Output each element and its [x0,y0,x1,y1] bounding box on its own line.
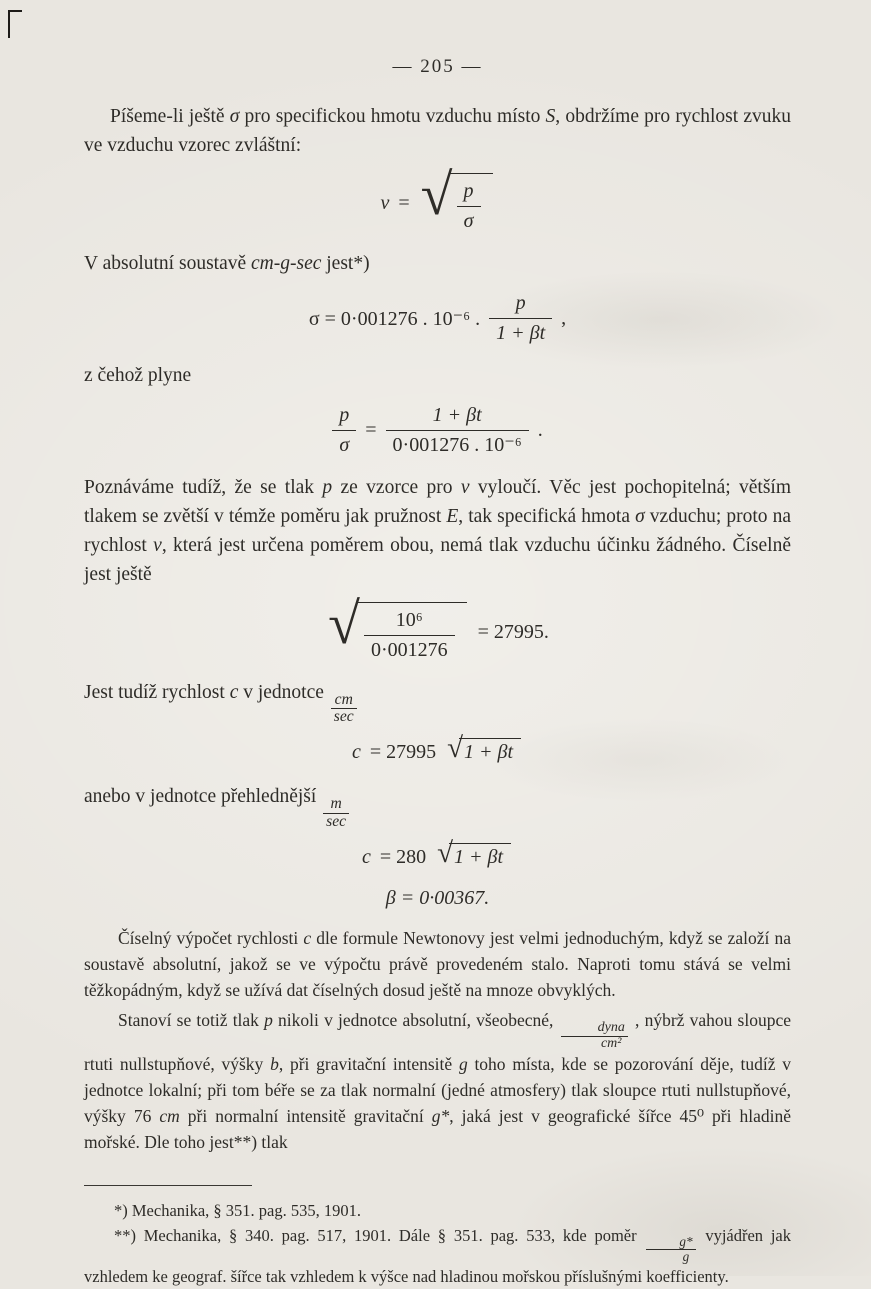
formula-prefix: σ = 0·001276 . 10⁻⁶ . [308,308,481,330]
text-segment: , jaká jest v geografické šířce 45⁰ při hladině mořské. Dle toho jest**) tlak [84,1106,791,1153]
paragraph-z-cehoz [84,361,791,390]
formula-value: = 280 [379,845,427,868]
text-segment: vyjádřen jak vzhledem ke geograf. šířce tak vzhledem k výšce nad hladinou mořskou příslušnými koefficienty. [84,1226,791,1286]
square-root [420,162,493,234]
text-segment: nikoli v jednotce absolutní, všeobecné, [272,1009,559,1030]
text-segment: Jest tudíž rychlost [84,682,230,703]
formula-beta [84,887,791,910]
text-segment: při normalní intensitě gravitační [179,1106,432,1127]
square-root [447,732,521,767]
fraction-p-over-sigma [457,179,481,234]
text-segment: , při gravitační intensitě [278,1054,459,1075]
text-segment: v [460,477,470,498]
formula-speed-of-sound [84,162,791,234]
formula-punctuation: , [561,307,567,329]
text-segment: jest*) [321,253,370,274]
inline-fraction: $\frac{\text{dyna}}{\text{cm²}}$ [559,1021,630,1051]
formula-p-over-sigma [84,403,791,458]
text-segment: E [446,506,459,527]
text-segment: σ [229,106,240,127]
radicand [356,602,467,663]
text-segment: p [322,477,333,498]
paragraph-intro [84,102,791,160]
footnote-1 [84,1198,791,1223]
fraction-p-over-1bt [489,291,552,346]
radical-sign: √ [447,732,464,765]
formula-punctuation: . [537,419,543,441]
paragraph-cgs [84,249,791,278]
text-segment: S [545,106,556,127]
formula-result: = 27995. [477,621,549,643]
text-segment: g* [431,1106,450,1127]
text-segment: V absolutní soustavě [84,253,252,274]
footnote-separator [84,1185,252,1186]
text-segment: **) Mechanika, § 340. pag. 517, 1901. Dále § 351. pag. 533, kde poměr [114,1226,645,1246]
text-segment: , která jest určena poměrem obou, nemá tlak vzduchu účinku žádného. Číselně jest ještě [84,535,791,585]
radicand: 1 + βt [459,738,521,765]
text-segment: z čehož plyne [84,365,192,386]
text-segment: Stanoví se totiž tlak [118,1009,265,1030]
fraction-numerator: p [515,292,526,314]
fraction-numerator: p [463,180,474,202]
radical-sign: √ [328,591,360,656]
formula-c-27995 [84,732,791,767]
formula-c-280 [84,836,791,872]
formula-var-c: c [361,845,371,868]
fraction-left [332,403,356,458]
fraction-denominator: 0·001276 [364,635,455,663]
text-segment: σ [635,506,645,527]
radical-sign: √ [420,162,453,227]
radical-sign: √ [437,836,454,869]
text-segment: pro specifickou hmotu vzduchu místo [239,106,546,127]
square-root [328,591,467,663]
fraction-denominator: 1 + βt [489,318,552,346]
formula-beta-value: β = 0·00367. [385,886,490,909]
text-segment: c [229,682,239,703]
fraction-denominator: σ [332,430,356,458]
text-segment: v jednotce [238,682,329,703]
paragraph-rychlost-c [84,678,791,725]
paragraph-stanovi-se [84,1007,791,1156]
formula-sigma [84,291,791,346]
text-segment: Číselný výpočet rychlosti [118,927,304,948]
text-segment: , tak specifická hmota [458,506,636,527]
formula-var-v: v [380,192,390,214]
text-segment: v [153,535,162,556]
text-segment: anebo v jednotce přehlednější [84,786,322,808]
scan-corner-mark [8,10,22,38]
text-segment: p [264,1009,273,1030]
formula-sqrt-value [84,591,791,663]
radicand [449,173,493,234]
text-segment: ze vzorce pro [332,477,461,498]
formula-value: = 27995 [369,741,437,764]
text-segment: vyloučí. Věc jest pochopitelná; větším tlakem se zvětší v témže poměru jak pružnost [84,477,792,527]
text-segment: Píšeme-li ještě [110,106,230,127]
inline-fraction: $\frac{m}{\sec}$ [321,796,351,830]
inline-fraction: $\frac{cm}{\sec}$ [329,692,359,726]
fraction-numerator: 1 + βt [432,404,482,426]
text-segment: cm-g-sec [251,253,322,274]
text-segment: c [303,927,312,948]
fraction-denominator: 0·001276 . 10⁻⁶ [386,430,529,458]
text-segment: , obdržíme pro rychlost zvuku ve vzduchu vzorec zvláštní: [84,106,791,156]
text-segment: , nýbrž vahou sloupce rtuti nullstupňové, výšky [84,1009,791,1075]
fraction-denominator: σ [457,206,481,234]
page-number: — 205 — [392,56,483,77]
radicand: 1 + βt [449,843,511,870]
text-segment: *) Mechanika, § 351. pag. 535, 1901. [114,1201,361,1221]
square-root [437,836,511,872]
equals-sign: = [398,192,410,214]
fraction-numerator: p [339,404,350,426]
paragraph-ciselny-vypocet [84,925,791,1003]
fraction-right [386,403,529,458]
paragraph-explanation [84,473,791,589]
formula-var-c: c [351,741,361,764]
fraction-numerator: 10⁶ [395,609,423,631]
inline-fraction: $\frac{g*}{g}$ [644,1235,697,1264]
text-segment: toho místa, kde se pozorování děje, tudíž v jednotce lokalní; při tom béře se za tlak normalní (jedné atmosfery) tlak sloupce rtuti nullstupňové, výšky 76 [84,1054,792,1127]
footnote-2 [84,1223,791,1289]
text-segment: b [270,1054,279,1075]
text-segment: Poznáváme tudíž, že se tlak [84,477,323,498]
paragraph-anebo [84,782,791,829]
text-segment: cm [159,1106,180,1127]
equals-sign: = [365,419,377,441]
text-segment: vzduchu; proto na rychlost [84,506,792,556]
text-segment: g [458,1054,468,1075]
fraction-10e6 [364,608,455,663]
text-segment: dle formule Newtonovy jest velmi jednoduchým, když se založí na soustavě absolutní, jakož se ve výpočtu právě provedeném stalo. Naproti tomu stává se velmi těžkopádným, když se užívá dat číselných dosud ještě na mnoze obvyklých. [84,927,791,1000]
